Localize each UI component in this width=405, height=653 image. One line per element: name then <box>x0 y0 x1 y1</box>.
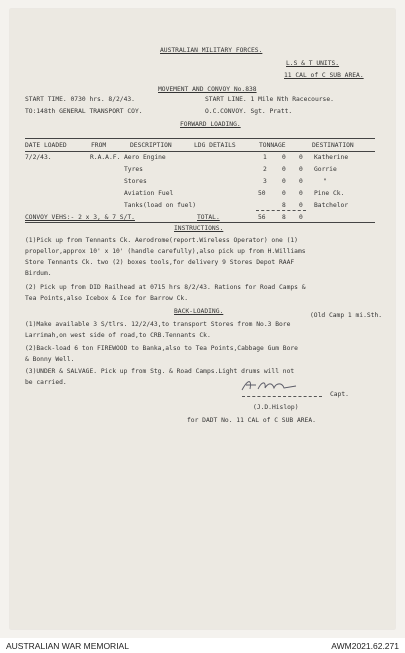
col-destination: DESTINATION <box>312 142 354 149</box>
document-title: MOVEMENT AND CONVOY No.838 <box>158 86 257 93</box>
convoy-vehicles: CONVOY VEHS:- 2 x 3, & 7 S/T. <box>25 214 135 221</box>
row-tons: 50 <box>258 190 266 197</box>
backloading-line: & Bonny Well. <box>25 356 75 363</box>
backloading-line: (1)Make available 3 S/tlrs. 12/2/43,to transport Stores from No.3 Bore <box>25 321 291 328</box>
org-heading: AUSTRALIAN MILITARY FORCES. <box>160 47 263 54</box>
old-camp-note: (Old Camp 1 mi.Sth. <box>310 312 383 319</box>
row-qrs: 0 <box>299 202 303 209</box>
row-qrs: 0 <box>299 154 303 161</box>
instruction-line: Tea Points,also Icebox & Ice for Barrow Ck. <box>25 295 189 302</box>
instruction-line: (2) Pick up from DID Railhead at 0715 hrs 8/2/43. Rations for Road Camps & <box>25 284 306 291</box>
row-cwt: 0 <box>282 154 286 161</box>
row-qrs: 0 <box>299 178 303 185</box>
row-description: Tyres <box>124 166 143 173</box>
row-cwt: 0 <box>282 166 286 173</box>
row-cwt: 8 <box>282 202 286 209</box>
back-loading-heading: BACK-LOADING. <box>174 308 224 315</box>
table-top-rule <box>25 138 375 139</box>
footer-accession: AWM2021.62.271 <box>331 641 399 651</box>
signature-line <box>242 396 322 397</box>
row-destination: Katherine <box>314 154 349 161</box>
instruction-line: propellor,approx 10' x 10' (handle carefully),also pick up from H.Williams <box>25 248 306 255</box>
row-destination: Gorrie <box>314 166 337 173</box>
backloading-line: (3)UNDER & SALVAGE. Pick up from Stg. & Road Camps.Light drums will not <box>25 368 295 375</box>
total-label: TOTAL. <box>197 214 220 221</box>
col-from: FROM <box>91 142 107 149</box>
row-tons: 2 <box>263 166 267 173</box>
oc-convoy: O.C.CONVOY. Sgt. Pratt. <box>205 108 293 115</box>
signatory-for: for DADT No. 11 CAL of C SUB AREA. <box>187 417 316 424</box>
to-unit: TO:148th GENERAL TRANSPORT COY. <box>25 108 143 115</box>
backloading-line: be carried. <box>25 379 67 386</box>
table-header-rule <box>25 151 375 152</box>
col-tonnage: TONNAGE <box>259 142 286 149</box>
total-tons: 56 <box>258 214 266 221</box>
row-description: Stores <box>124 178 147 185</box>
row-tons: 1 <box>263 154 267 161</box>
footer-institution: AUSTRALIAN WAR MEMORIAL <box>6 641 129 651</box>
row-qrs: 0 <box>299 190 303 197</box>
row-description: Tanks(load on fuel) <box>124 202 197 209</box>
col-ldg-details: LDG DETAILS <box>194 142 236 149</box>
row-cwt: 0 <box>282 190 286 197</box>
row-from: R.A.A.F. <box>90 154 121 161</box>
table-bottom-rule <box>25 222 375 223</box>
row-cwt: 0 <box>282 178 286 185</box>
signature-rank: Capt. <box>330 391 349 398</box>
row-destination: " <box>323 178 327 185</box>
handwritten-signature <box>240 377 298 393</box>
instruction-line: (1)Pick up from Tennants Ck. Aerodrome(report.Wireless Operator) one (1) <box>25 237 298 244</box>
signatory-name: (J.D.Hislop) <box>253 404 299 411</box>
unit-heading: L.S & T UNITS. <box>286 60 340 67</box>
sub-area-heading: 11 CAL of C SUB AREA. <box>284 72 364 79</box>
row-qrs: 0 <box>299 166 303 173</box>
row-description: Aviation Fuel <box>124 190 174 197</box>
start-line: START LINE. 1 Mile Nth Racecourse. <box>205 96 334 103</box>
total-cwt: 8 <box>282 214 286 221</box>
backloading-line: (2)Back-load 6 ton FIREWOOD to Banka,also to Tea Points,Cabbage Gum Bore <box>25 345 298 352</box>
forward-loading-heading: FORWARD LOADING. <box>180 121 241 128</box>
col-description: DESCRIPTION <box>130 142 172 149</box>
start-time: START TIME. 0730 hrs. 8/2/43. <box>25 96 135 103</box>
row-description: Aero Engine <box>124 154 166 161</box>
backloading-line: Larrimah,on west side of road,to CRB.Tennants Ck. <box>25 332 211 339</box>
total-divider <box>256 210 306 211</box>
instruction-line: Store Tennants Ck. two (2) boxes tools,for delivery 9 Stores Depot RAAF <box>25 259 295 266</box>
row-date: 7/2/43. <box>25 154 52 161</box>
row-destination: Pine Ck. <box>314 190 345 197</box>
instruction-line: Birdum. <box>25 270 52 277</box>
row-tons: 3 <box>263 178 267 185</box>
row-destination: Batchelor <box>314 202 349 209</box>
col-date: DATE LOADED <box>25 142 67 149</box>
archive-footer <box>0 638 405 653</box>
total-qrs: 0 <box>299 214 303 221</box>
instructions-heading: INSTRUCTIONS. <box>174 225 224 232</box>
